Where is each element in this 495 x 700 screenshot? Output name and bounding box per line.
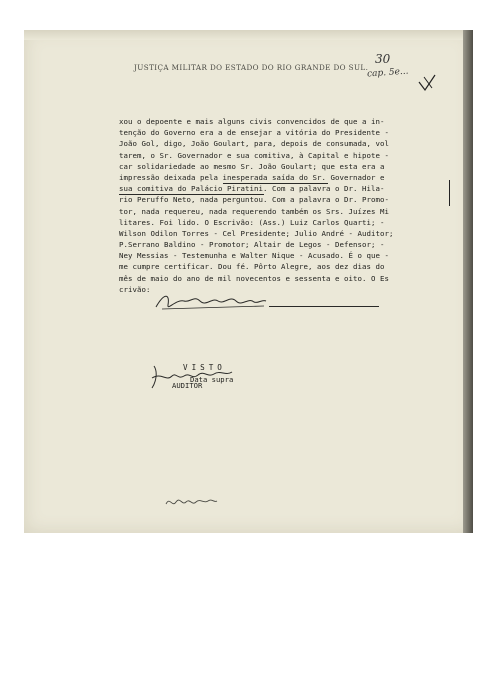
check-mark-icon	[416, 72, 438, 94]
text-line: tenção do Governo era a de ensejar a vitória do Presidente -	[119, 128, 389, 138]
deposition-text	[119, 116, 469, 295]
text-line: P.Serrano Baldino - Promotor; Altair de Legos - Defensor; -	[119, 240, 385, 250]
text-line: mês de maio do ano de mil novecentos e sessenta e oito. O Es	[119, 273, 389, 283]
signature-line	[269, 306, 379, 307]
date-supra-label: Data supra	[190, 375, 234, 384]
text-line: me cumpre certificar. Dou fé. Pôrto Alegre, aos dez dias do	[119, 262, 385, 272]
visto-label: VISTO	[183, 363, 226, 372]
stray-signature	[162, 492, 220, 514]
handwritten-page-note: cap. 5e...	[366, 66, 409, 80]
text-line: Wilson Odilon Torres - Cel Presidente; Julio André - Auditor;	[119, 228, 394, 238]
text-line: tor, nada requereu, nada requerendo também os Srs. Juízes Mi	[119, 206, 389, 216]
scanned-document-page	[24, 30, 473, 533]
text-line: Ney Messias - Testemunha e Walter Nique - Acusado. É o que -	[119, 251, 389, 261]
text-line: sua comitiva do Palácio Piratini. Com a palavra o Dr. Hila-	[119, 184, 385, 194]
text-line: João Gol, digo, João Goulart, para, depois de consumada, vol	[119, 139, 389, 149]
text-line: litares. Foi lido. O Escrivão: (Ass.) Luiz Carlos Quarti; -	[119, 217, 385, 227]
auditor-label: AUDITOR	[172, 381, 203, 390]
text-line: rio Peruffo Neto, nada perguntou. Com a palavra o Dr. Promo-	[119, 195, 389, 205]
page-top-fold	[24, 30, 473, 40]
text-line: crivão:	[119, 284, 151, 294]
text-line: impressão deixada pela inesperada saída do Sr. Governador e	[119, 172, 385, 182]
handwritten-underline	[223, 183, 328, 184]
text-line: tarem, o Sr. Governador e sua comitiva, à Capital e hipote -	[119, 150, 389, 160]
text-line: car solidariedade ao mesmo Sr. João Goulart; que esta era a	[119, 161, 385, 171]
margin-mark	[449, 180, 450, 206]
court-header: JUSTIÇA MILITAR DO ESTADO DO RIO GRANDE DO SUL.	[134, 63, 369, 72]
page-number: 30	[375, 52, 391, 66]
text-line: xou o depoente e mais alguns civis convencidos de que a in-	[119, 117, 385, 126]
clerk-signature	[154, 289, 269, 315]
handwritten-underline	[119, 194, 264, 195]
